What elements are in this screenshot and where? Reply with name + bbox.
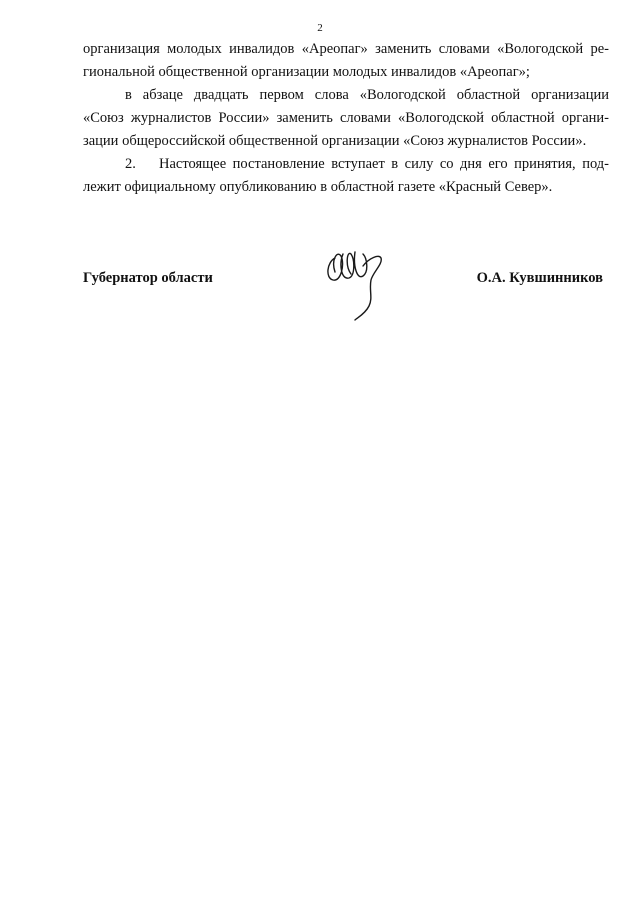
- paragraph-2-line-2: «Союз журналистов России» заменить словами «Вологодской областной органи-: [83, 110, 609, 126]
- paragraph-2: [83, 84, 609, 153]
- signature-block: [83, 264, 609, 334]
- paragraph-2-line-1: в абзаце двадцать первом слова «Вологодской областной организации: [125, 87, 609, 103]
- signatory-title: Губернатор области: [83, 270, 213, 286]
- paragraph-1: [83, 38, 609, 84]
- paragraph-3-number: 2.: [125, 156, 136, 172]
- paragraph-3: [83, 153, 609, 199]
- paragraph-1-line-2: гиональной общественной организации молодых инвалидов «Ареопаг»;: [83, 64, 530, 80]
- paragraph-3-line-2: лежит официальному опубликованию в областной газете «Красный Север».: [83, 179, 553, 195]
- signatory-name: О.А. Кувшинников: [476, 270, 603, 286]
- paragraph-3-line-1: Настоящее постановление вступает в силу со дня его принятия, под-: [159, 156, 609, 172]
- document-body: [83, 38, 609, 199]
- page-number: 2: [317, 22, 323, 34]
- paragraph-3-first-line: [83, 153, 609, 176]
- handwritten-signature: [321, 244, 387, 324]
- paragraph-2-line-3: зации общероссийской общественной организации «Союз журналистов России».: [83, 133, 587, 149]
- paragraph-1-line-1: организация молодых инвалидов «Ареопаг» заменить словами «Вологодской ре-: [83, 41, 609, 57]
